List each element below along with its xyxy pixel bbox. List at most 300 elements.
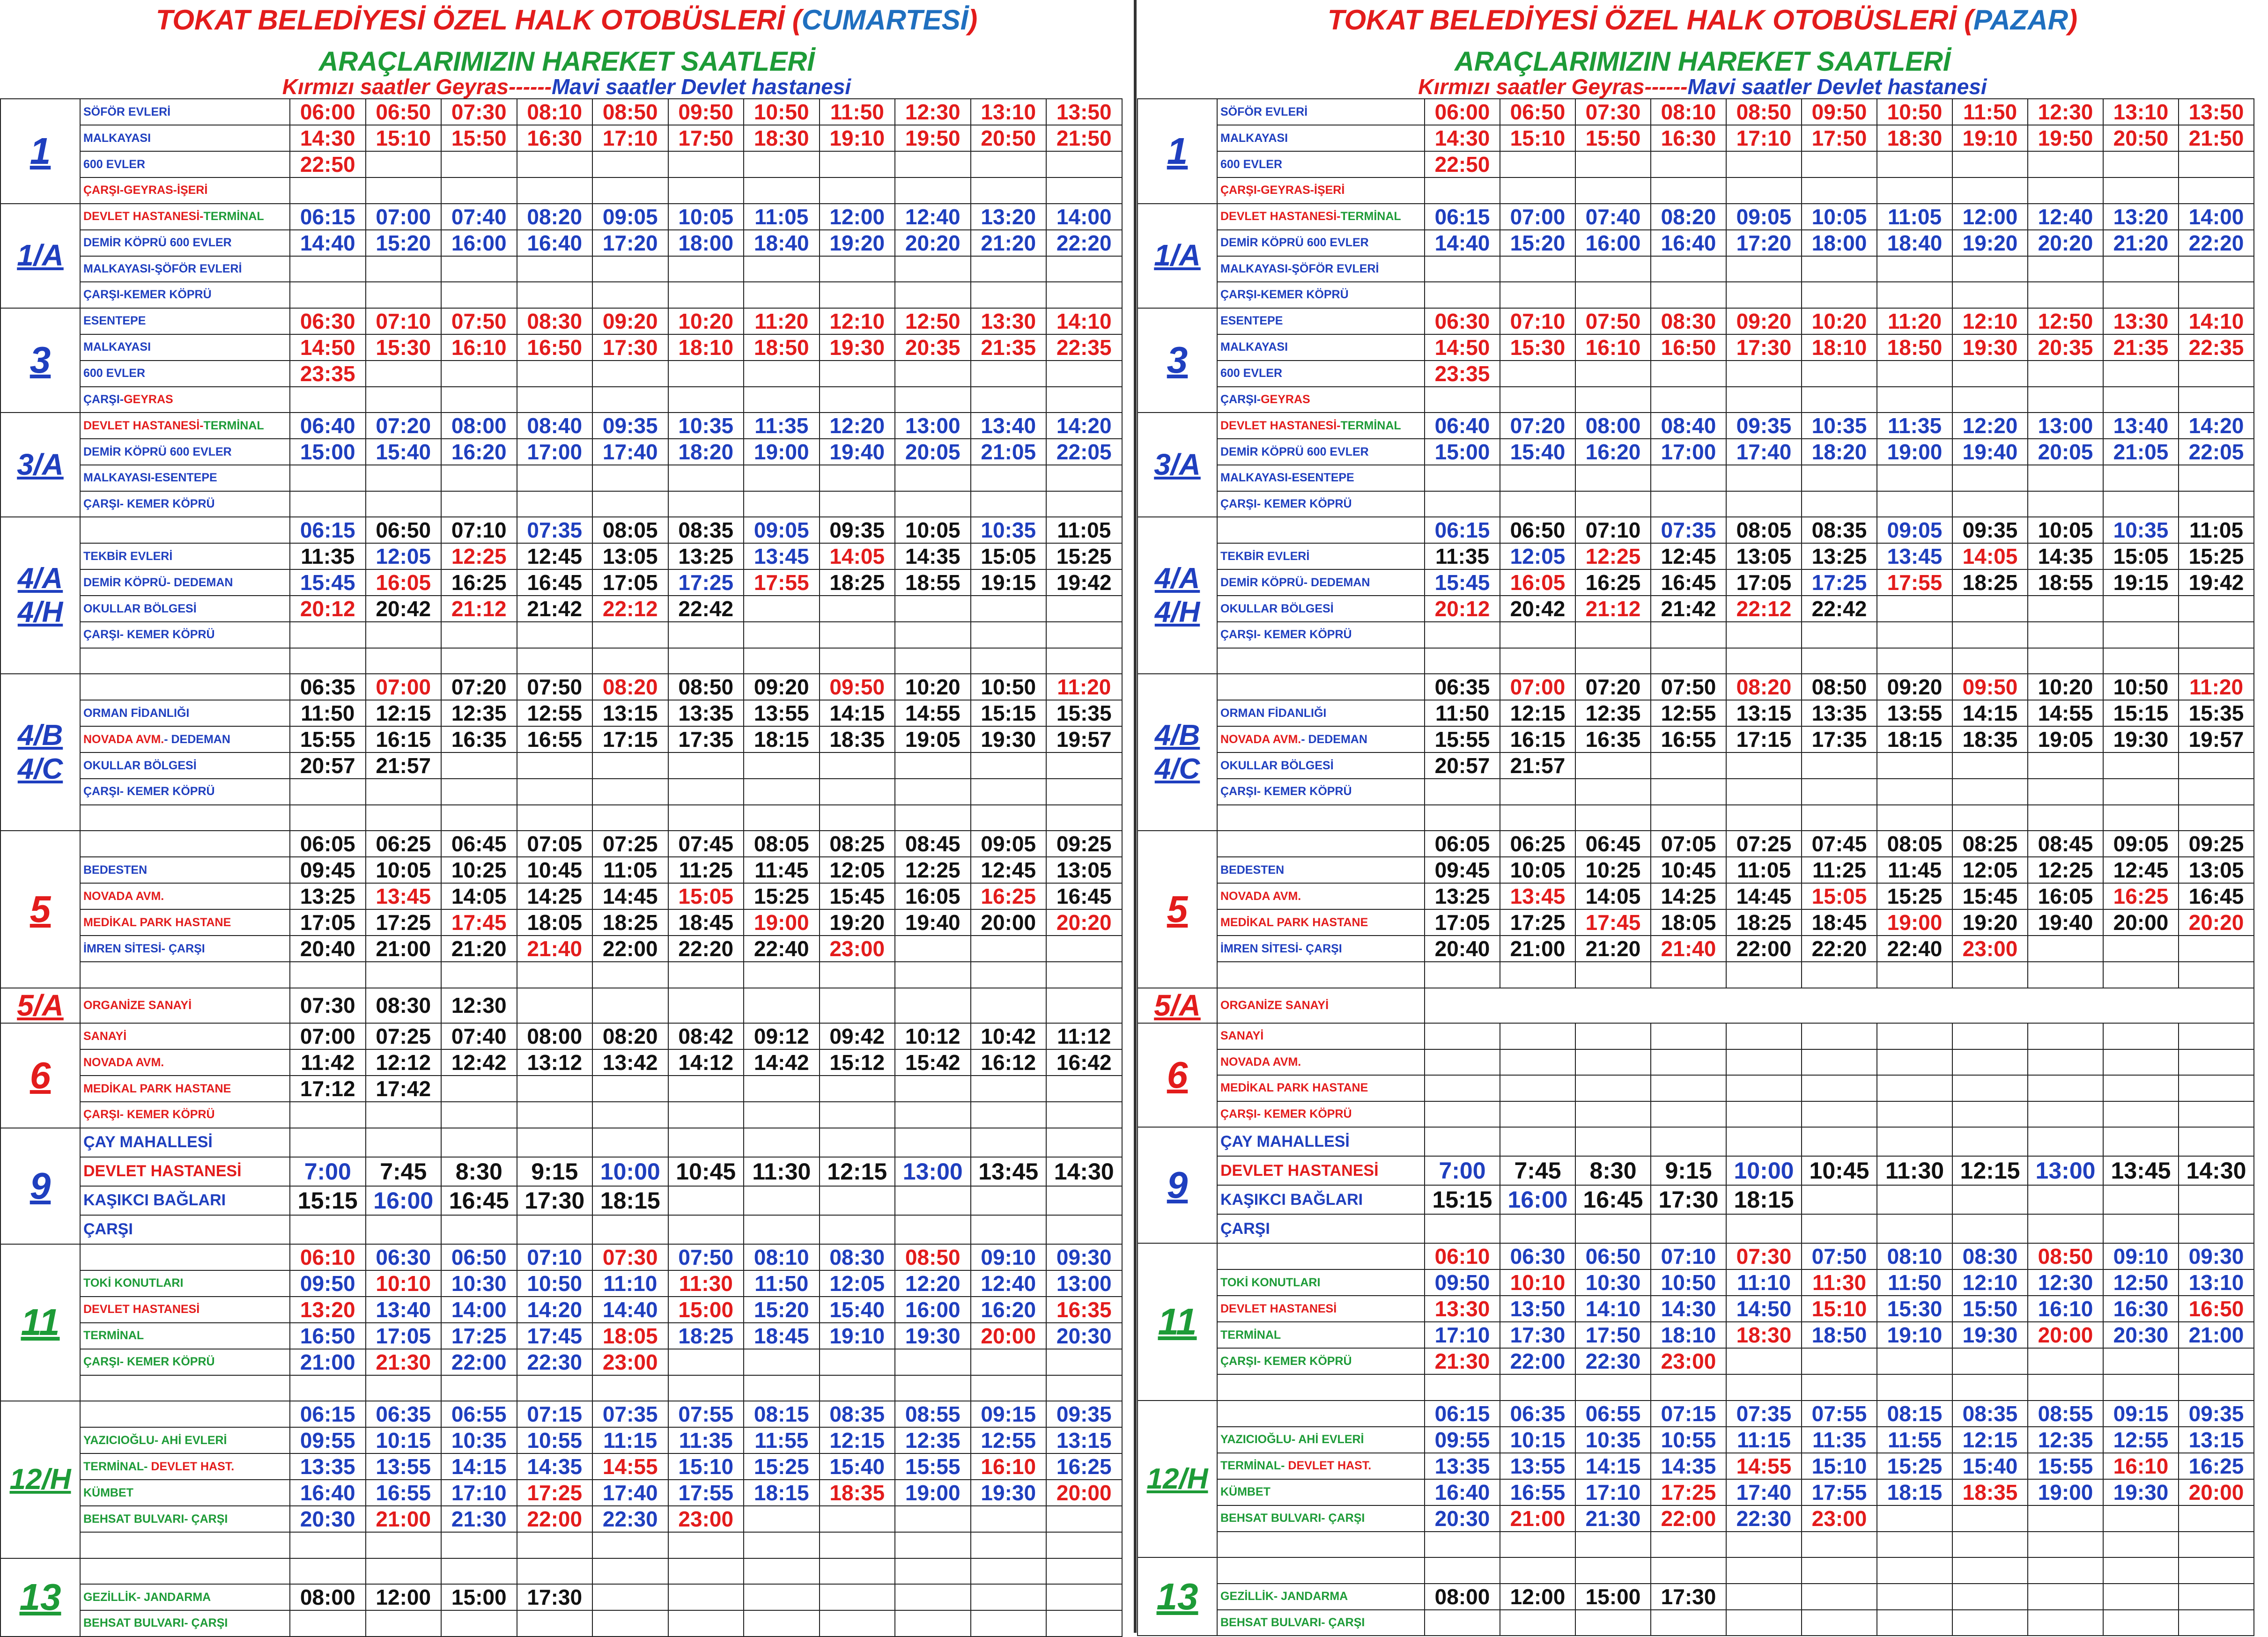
departure-time: 07:40	[441, 204, 517, 230]
departure-time: 09:35	[820, 517, 895, 543]
departure-time: 14:15	[820, 700, 895, 726]
departure-time: 11:12	[1046, 1023, 1122, 1049]
departure-time	[744, 1186, 820, 1215]
departure-time	[1651, 387, 1726, 413]
departure-time: 21:30	[1575, 1505, 1651, 1532]
departure-time	[744, 151, 820, 177]
departure-time	[668, 1532, 744, 1558]
departure-time	[517, 1558, 593, 1585]
schedule-row	[0, 1532, 1122, 1558]
schedule-row	[0, 857, 1122, 883]
departure-time	[1575, 805, 1651, 831]
departure-time	[895, 936, 971, 962]
departure-time	[1046, 936, 1122, 962]
schedule-row	[0, 361, 1122, 387]
departure-time	[1500, 387, 1575, 413]
stop-name	[1217, 1374, 1425, 1401]
stop-label: TEKBİR EVLERİ	[83, 549, 173, 563]
departure-time: 19:30	[971, 726, 1047, 752]
departure-time: 19:30	[1952, 334, 2028, 361]
departure-time: 15:10	[1802, 1296, 1877, 1322]
departure-time: 06:55	[441, 1401, 517, 1427]
departure-time	[1877, 465, 1952, 491]
departure-time: 08:55	[895, 1401, 971, 1427]
departure-time	[2103, 1374, 2179, 1401]
departure-time: 18:40	[744, 230, 820, 256]
schedule-row	[0, 1215, 1122, 1244]
departure-time: 06:05	[290, 831, 366, 857]
departure-time: 15:40	[1500, 439, 1575, 465]
stop-label: YAZICIOĞLU- AHİ EVLERİ	[1220, 1433, 1364, 1446]
departure-time: 7:45	[1500, 1156, 1575, 1185]
stop-name	[80, 909, 290, 936]
stop-name	[80, 1076, 290, 1102]
departure-time	[1046, 752, 1122, 779]
stop-name	[80, 1023, 290, 1049]
departure-time	[592, 282, 668, 308]
departure-time: 21:20	[2103, 230, 2179, 256]
departure-time: 20:00	[2179, 1479, 2254, 1505]
schedule-row	[1138, 1296, 2254, 1322]
departure-time: 7:00	[1425, 1156, 1500, 1185]
stop-name	[1217, 204, 1425, 230]
departure-time	[517, 491, 593, 517]
departure-time	[1575, 622, 1651, 648]
departure-time: 19:00	[895, 1480, 971, 1506]
departure-time: 19:40	[895, 909, 971, 936]
departure-time: 19:15	[2103, 569, 2179, 596]
departure-time: 15:30	[1500, 334, 1575, 361]
stop-label: 600 EVLER	[1220, 367, 1283, 380]
schedule-row	[1138, 726, 2254, 752]
saturday-schedule-sheet	[0, 0, 1133, 1633]
departure-time	[820, 962, 895, 988]
departure-time: 06:25	[1500, 831, 1575, 857]
departure-time: 13:05	[1046, 857, 1122, 883]
departure-time	[366, 805, 442, 831]
departure-time: 13:05	[1726, 543, 1802, 569]
departure-time: 13:30	[2103, 308, 2179, 334]
stop-name	[80, 569, 290, 596]
departure-time	[971, 1506, 1047, 1532]
departure-time: 11:15	[1726, 1427, 1802, 1453]
departure-time	[971, 361, 1047, 387]
stop-name	[1217, 1214, 1425, 1243]
departure-time: 11:50	[744, 1270, 820, 1297]
departure-time	[1500, 1557, 1575, 1584]
departure-time: 10:50	[1877, 99, 1952, 125]
departure-time	[1046, 1558, 1122, 1585]
departure-time: 09:50	[1952, 674, 2028, 700]
departure-time: 16:50	[290, 1323, 366, 1349]
departure-time: 07:10	[517, 1244, 593, 1270]
departure-time	[1046, 1215, 1122, 1244]
departure-time: 06:50	[441, 1244, 517, 1270]
stop-label: DEVLET HASTANESİ-	[83, 210, 204, 223]
departure-time	[1726, 752, 1802, 779]
departure-time	[1500, 962, 1575, 988]
departure-time: 17:25	[517, 1480, 593, 1506]
departure-time: 22:20	[668, 936, 744, 962]
departure-time: 15:40	[366, 439, 442, 465]
departure-time: 16:30	[517, 125, 593, 151]
stop-name	[80, 857, 290, 883]
departure-time: 16:50	[517, 334, 593, 361]
departure-time: 08:35	[1802, 517, 1877, 543]
departure-time: 10:00	[592, 1157, 668, 1186]
departure-time: 21:50	[1046, 125, 1122, 151]
departure-time: 17:05	[1726, 569, 1802, 596]
departure-time	[2103, 962, 2179, 988]
stop-label: SANAYİ	[1220, 1029, 1264, 1043]
departure-time	[2179, 491, 2254, 517]
departure-time	[1877, 282, 1952, 308]
departure-time	[592, 779, 668, 805]
stop-label: BEDESTEN	[83, 863, 148, 877]
departure-time	[366, 361, 442, 387]
departure-time: 22:05	[1046, 439, 1122, 465]
departure-time	[971, 1102, 1047, 1128]
departure-time	[744, 962, 820, 988]
departure-time: 16:30	[2103, 1296, 2179, 1322]
departure-time: 09:20	[744, 674, 820, 700]
departure-time: 09:35	[592, 413, 668, 439]
departure-time	[1425, 779, 1500, 805]
departure-time	[2028, 282, 2103, 308]
departure-time	[1952, 1348, 2028, 1374]
departure-time: 13:05	[2179, 857, 2254, 883]
departure-time: 11:20	[1046, 674, 1122, 700]
departure-time	[1952, 1557, 2028, 1584]
departure-time	[1046, 805, 1122, 831]
departure-time: 08:15	[744, 1401, 820, 1427]
departure-time: 17:25	[668, 569, 744, 596]
departure-time	[2179, 622, 2254, 648]
departure-time	[820, 1610, 895, 1637]
stop-name	[80, 1610, 290, 1637]
departure-time	[1651, 779, 1726, 805]
departure-time	[1952, 1127, 2028, 1156]
departure-time: 10:05	[668, 204, 744, 230]
departure-time	[895, 805, 971, 831]
departure-time	[290, 805, 366, 831]
departure-time: 18:25	[592, 909, 668, 936]
schedule-row	[1138, 1584, 2254, 1610]
departure-time	[1952, 177, 2028, 204]
departure-time: 07:10	[1651, 1243, 1726, 1269]
stop-label: 600 EVLER	[83, 367, 146, 380]
title-paren: )	[2068, 4, 2078, 36]
departure-time: 10:15	[366, 1427, 442, 1453]
departure-time: 16:55	[1500, 1479, 1575, 1505]
route-number: 3	[0, 308, 80, 413]
stop-label: MEDİKAL PARK HASTANE	[1220, 915, 1368, 929]
departure-time: 16:35	[1575, 726, 1651, 752]
route-number: 4/B 4/C	[1138, 674, 1217, 831]
departure-time	[1425, 648, 1500, 674]
stop-name	[80, 334, 290, 361]
departure-time	[2103, 1049, 2179, 1076]
departure-time	[971, 648, 1047, 674]
departure-time	[1425, 465, 1500, 491]
stop-name	[1217, 726, 1425, 752]
departure-time: 11:50	[1425, 700, 1500, 726]
stop-label: DEMİR KÖPRÜ 600 EVLER	[83, 445, 232, 458]
departure-time	[517, 752, 593, 779]
departure-time: 22:20	[1802, 936, 1877, 962]
schedule-row	[1138, 151, 2254, 177]
stop-name	[80, 1558, 290, 1585]
departure-time	[592, 1532, 668, 1558]
departure-time: 15:55	[2028, 1453, 2103, 1479]
departure-time	[1425, 1532, 1500, 1558]
stop-name	[80, 883, 290, 909]
departure-time	[1726, 465, 1802, 491]
departure-time: 18:25	[1726, 909, 1802, 936]
stop-name	[1217, 1269, 1425, 1296]
departure-time: 21:20	[971, 230, 1047, 256]
departure-time: 22:30	[1575, 1348, 1651, 1374]
departure-time	[1046, 596, 1122, 622]
departure-time: 12:10	[1952, 308, 2028, 334]
departure-time	[744, 361, 820, 387]
departure-time	[517, 151, 593, 177]
route-number: 11	[0, 1244, 80, 1401]
departure-time	[1802, 1374, 1877, 1401]
departure-time: 07:30	[592, 1244, 668, 1270]
departure-time: 08:00	[1425, 1584, 1500, 1610]
schedule-row	[1138, 988, 2254, 1024]
stop-name	[1217, 1127, 1425, 1156]
departure-time: 22:42	[1802, 596, 1877, 622]
departure-time: 19:57	[2179, 726, 2254, 752]
departure-time: 15:00	[441, 1584, 517, 1610]
departure-time	[744, 1349, 820, 1375]
departure-time: 16:55	[366, 1480, 442, 1506]
departure-time: 13:45	[366, 883, 442, 909]
departure-time: 10:35	[441, 1427, 517, 1453]
stop-name	[80, 752, 290, 779]
schedule-row	[1138, 1348, 2254, 1374]
departure-time	[2103, 1214, 2179, 1243]
stop-label: NOVADA AVM.	[1220, 889, 1301, 903]
departure-time: 14:00	[441, 1297, 517, 1323]
departure-time: 21:20	[1575, 936, 1651, 962]
departure-time: 12:25	[895, 857, 971, 883]
stop-name	[80, 1401, 290, 1427]
departure-time: 18:25	[668, 1323, 744, 1349]
departure-time: 20:30	[1425, 1505, 1500, 1532]
departure-time	[2103, 282, 2179, 308]
departure-time: 15:35	[2179, 700, 2254, 726]
departure-time: 18:55	[895, 569, 971, 596]
schedule-row	[0, 387, 1122, 413]
departure-time	[1500, 177, 1575, 204]
departure-time: 16:55	[517, 726, 593, 752]
departure-time: 06:35	[1500, 1401, 1575, 1427]
departure-time: 16:00	[1500, 1185, 1575, 1214]
departure-time: 07:25	[1726, 831, 1802, 857]
stop-label: TOKİ KONUTLARI	[1220, 1276, 1321, 1289]
departure-time: 14:10	[1575, 1296, 1651, 1322]
departure-time	[1575, 151, 1651, 177]
departure-time: 06:45	[441, 831, 517, 857]
departure-time: 19:10	[1877, 1322, 1952, 1348]
departure-time: 11:05	[1726, 857, 1802, 883]
departure-time: 09:25	[2179, 831, 2254, 857]
departure-time: 14:05	[1952, 543, 2028, 569]
schedule-row	[0, 1323, 1122, 1349]
departure-time: 08:35	[1952, 1401, 2028, 1427]
departure-time: 07:50	[1575, 308, 1651, 334]
departure-time	[971, 465, 1047, 491]
departure-time	[1425, 1101, 1500, 1128]
departure-time: 15:25	[2179, 543, 2254, 569]
departure-time: 09:55	[290, 1427, 366, 1453]
departure-time	[517, 779, 593, 805]
route-number: 1	[1138, 99, 1217, 204]
departure-time	[971, 151, 1047, 177]
stop-name	[1217, 387, 1425, 413]
departure-time: 07:25	[592, 831, 668, 857]
departure-time: 16:10	[2103, 1453, 2179, 1479]
departure-time	[441, 1558, 517, 1585]
stop-label: DEMİR KÖPRÜ- DEDEMAN	[1220, 575, 1370, 589]
departure-time: 06:40	[1425, 413, 1500, 439]
route-number: 1/A	[0, 204, 80, 308]
stop-label: ÇARŞI- KEMER KÖPRÜ	[1220, 785, 1352, 798]
departure-time: 13:55	[1500, 1453, 1575, 1479]
departure-time: 18:15	[1877, 1479, 1952, 1505]
departure-time: 16:10	[971, 1453, 1047, 1480]
departure-time: 19:00	[2028, 1479, 2103, 1505]
schedule-row	[0, 177, 1122, 204]
departure-time	[2179, 648, 2254, 674]
stop-name	[1217, 779, 1425, 805]
departure-time: 06:15	[1425, 204, 1500, 230]
departure-time: 18:45	[744, 1323, 820, 1349]
departure-time: 21:35	[2103, 334, 2179, 361]
departure-time	[1877, 151, 1952, 177]
departure-time: 15:15	[1425, 1185, 1500, 1214]
departure-time: 12:30	[895, 99, 971, 125]
departure-time	[1802, 752, 1877, 779]
departure-time	[2028, 361, 2103, 387]
departure-time	[2103, 1101, 2179, 1128]
departure-time: 15:05	[1802, 883, 1877, 909]
departure-time: 10:45	[668, 1157, 744, 1186]
departure-time: 09:50	[1425, 1269, 1500, 1296]
departure-time: 15:40	[820, 1453, 895, 1480]
departure-time	[1500, 648, 1575, 674]
stop-label: DEMİR KÖPRÜ- DEDEMAN	[83, 575, 233, 589]
departure-time	[592, 622, 668, 648]
stop-name	[1217, 517, 1425, 543]
departure-time: 9:15	[517, 1157, 593, 1186]
departure-time: 07:35	[592, 1401, 668, 1427]
departure-time: 18:10	[1802, 334, 1877, 361]
stop-label: MALKAYASI	[83, 340, 151, 354]
departure-time	[441, 282, 517, 308]
departure-time: 15:30	[366, 334, 442, 361]
departure-time: 14:25	[1651, 883, 1726, 909]
departure-time	[744, 282, 820, 308]
departure-time: 8:30	[1575, 1156, 1651, 1185]
departure-time: 12:45	[2103, 857, 2179, 883]
departure-time: 11:50	[290, 700, 366, 726]
departure-time	[1802, 465, 1877, 491]
departure-time: 07:35	[1726, 1401, 1802, 1427]
departure-time	[1877, 387, 1952, 413]
departure-time: 19:05	[2028, 726, 2103, 752]
departure-time	[441, 256, 517, 282]
departure-time	[895, 1506, 971, 1532]
departure-time: 06:05	[1425, 831, 1500, 857]
departure-time	[1651, 622, 1726, 648]
departure-time: 08:30	[366, 988, 442, 1024]
departure-time: 14:20	[1046, 413, 1122, 439]
departure-time: 09:35	[1046, 1401, 1122, 1427]
departure-time	[2179, 151, 2254, 177]
departure-time	[744, 622, 820, 648]
departure-time: 11:50	[820, 99, 895, 125]
route-number: 5	[1138, 831, 1217, 988]
departure-time	[668, 491, 744, 517]
departure-time: 12:55	[2103, 1427, 2179, 1453]
departure-time: 11:10	[592, 1270, 668, 1297]
departure-time: 19:50	[2028, 125, 2103, 151]
departure-time: 15:05	[668, 883, 744, 909]
departure-time	[1726, 282, 1802, 308]
departure-time	[517, 1532, 593, 1558]
departure-time: 10:30	[1575, 1269, 1651, 1296]
departure-time: 08:30	[517, 308, 593, 334]
departure-time: 11:05	[2179, 517, 2254, 543]
departure-time: 14:00	[1046, 204, 1122, 230]
departure-time: 13:20	[2103, 204, 2179, 230]
schedule-row	[0, 517, 1122, 543]
departure-time	[1500, 779, 1575, 805]
departure-time	[668, 361, 744, 387]
route-number: 6	[0, 1023, 80, 1128]
stop-label: ÇARŞI- KEMER KÖPRÜ	[1220, 497, 1352, 510]
schedule-row	[0, 805, 1122, 831]
departure-time: 11:45	[1877, 857, 1952, 883]
stop-label: TOKİ KONUTLARI	[83, 1276, 184, 1290]
stop-name	[80, 1244, 290, 1270]
departure-time	[441, 361, 517, 387]
departure-time	[1877, 491, 1952, 517]
stop-label: ORMAN FİDANLIĞI	[83, 706, 190, 720]
departure-time: 11:35	[744, 413, 820, 439]
departure-time: 11:42	[290, 1049, 366, 1076]
departure-time: 19:20	[1952, 909, 2028, 936]
departure-time: 15:15	[2103, 700, 2179, 726]
stop-label: BEHSAT BULVARI- ÇARŞI	[1220, 1512, 1365, 1525]
departure-time	[971, 752, 1047, 779]
departure-time	[1952, 1532, 2028, 1558]
departure-time: 10:05	[1802, 204, 1877, 230]
departure-time: 15:55	[290, 726, 366, 752]
departure-time: 13:50	[1500, 1296, 1575, 1322]
departure-time	[1575, 1075, 1651, 1101]
departure-time: 06:45	[1575, 831, 1651, 857]
departure-time: 07:05	[517, 831, 593, 857]
departure-time: 12:00	[1952, 204, 2028, 230]
stop-name	[1217, 99, 1425, 125]
schedule-row	[0, 151, 1122, 177]
schedule-row	[0, 1610, 1122, 1637]
